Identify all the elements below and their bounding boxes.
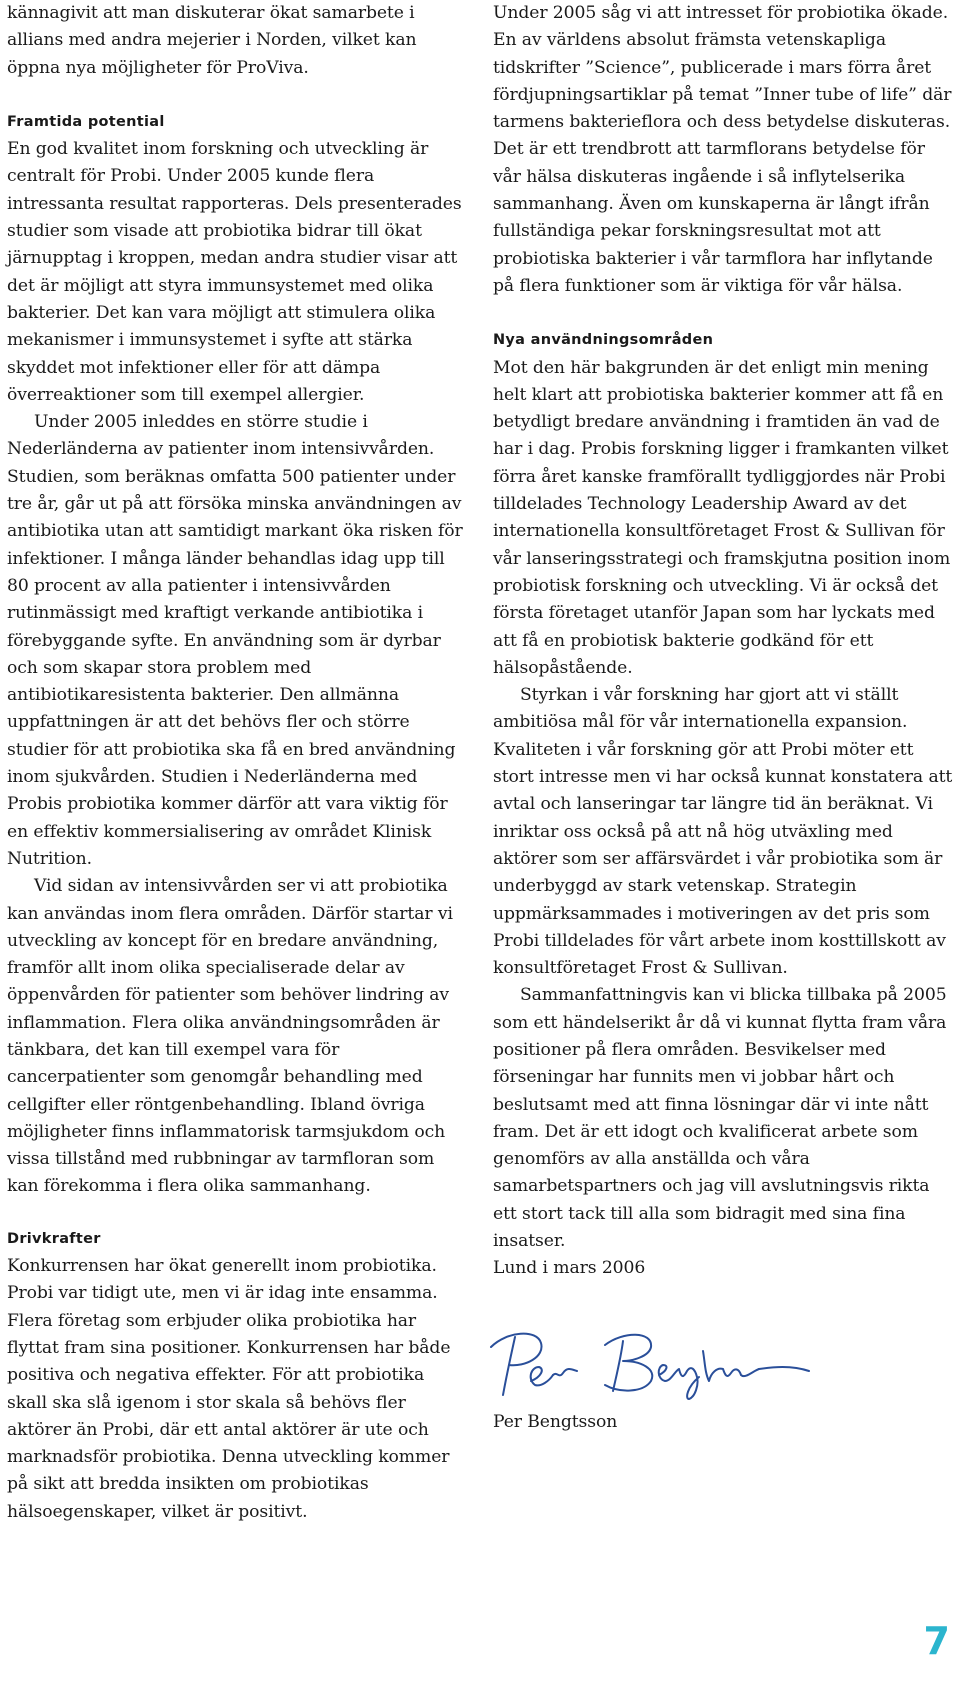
section-heading-drivkrafter: Drivkrafter bbox=[7, 1230, 101, 1247]
page-number: 7 bbox=[923, 1619, 950, 1663]
intro-paragraph: kännagivit att man diskuterar ökat samarbete i allians med andra mejerier i Norden, vilket kan öppna nya möjligheter för ProViva. bbox=[7, 3, 417, 78]
signer-name: Per Bengtsson bbox=[493, 1411, 618, 1432]
handwritten-signature bbox=[473, 1321, 813, 1405]
section-heading-nya-anvandningsomraden: Nya användningsområden bbox=[493, 332, 714, 349]
body-paragraph: Under 2005 inleddes en större studie i Nederländerna av patienter inom intensivvården. Studien, som beräknas omfatta 500 patienter under tre år, går ut på att försöka minska användningen av antibiotika utan att samtidigt markant öka risken för infektioner. I många länder behandlas idag upp till 80 procent av alla patienter i intensivvården rutinmässigt med kraftigt verkande antibiotika i förebyggande syfte. En användning som är dyrbar och som skapar stora problem med antibiotikaresistenta bakterier. Den allmänna uppfattningen är att det behövs fler och större studier för att probiotika ska få en bred användning inom sjukvården. Studien i Nederländerna med Probis probiotika kommer därför att vara viktig för en effektiv kommersialisering av området Klinisk Nutrition. bbox=[7, 412, 463, 869]
section-heading-framtida-potential: Framtida potential bbox=[7, 113, 165, 130]
right-column bbox=[493, 0, 955, 1436]
intro-paragraph: Under 2005 såg vi att intresset för probiotika ökade. En av världens absolut främsta vetenskapliga tidskrifter ”Science”, publicerade i mars förra året fördjupningsartiklar på temat ”Inner tube of life” där tarmens bakterieflora och dess betydelse diskuteras. Det är ett trendbrott att tarmflorans betydelse för vår hälsa diskuteras ingående i så inflytelserika sammanhang. Även om kunskaperna är långt ifrån fullständiga pekar forskningsresultat mot att probiotiska bakterier i vår tarmflora har inflytande på flera funktioner som är viktiga för vår hälsa. bbox=[493, 3, 952, 296]
body-paragraph: Konkurrensen har ökat generellt inom probiotika. Probi var tidigt ute, men vi är idag inte ensamma. Flera företag som erbjuder olika probiotika har flyttat fram sina positioner. Konkurrensen har både positiva och negativa effekter. För att probiotika skall ska slå igenom i stor skala så behövs fler aktörer än Probi, där ett antal aktörer är ute och marknadsför probiotika. Denna utveckling kommer på sikt att bredda insikten om probiotikas hälsoegenskaper, vilket är positivt. bbox=[7, 1256, 451, 1522]
left-column bbox=[7, 0, 469, 1526]
body-paragraph: Mot den här bakgrunden är det enligt min mening helt klart att probiotiska bakterier kommer att få en betydligt bredare användning i framtiden än vad de har i dag. Probis forskning ligger i framkanten vilket förra året kanske framförallt tydliggjordes när Probi tilldelades Technology Leadership Award av det internationella konsultföretaget Frost & Sullivan för vår lanseringsstrategi och framskjutna position inom probiotisk forskning och utveckling. Vi är också det första företaget utanför Japan som har lyckats med att få en probiotisk bakterie godkänd för ett hälsopåstående. bbox=[493, 357, 951, 678]
body-paragraph: Vid sidan av intensivvården ser vi att probiotika kan användas inom flera områden. Därför startar vi utveckling av koncept för en bredare användning, framför allt inom olika specialiserade delar av öppenvården för patienter som behöver lindring av inflammation. Flera olika användningsområden är tänkbara, det kan till exempel vara för cancerpatienter som genomgår behandling med cellgifter eller röntgenbehandling. Ibland övriga möjligheter finns inflammatorisk tarmsjukdom och vissa tillstånd med rubbningar av tarmfloran som kan förekomma i flera olika sammanhang. bbox=[7, 876, 453, 1197]
body-paragraph: Sammanfattningvis kan vi blicka tillbaka på 2005 som ett händelserikt år då vi kunnat flytta fram våra positioner på flera områden. Besvikelser med förseningar har funnits men vi jobbar hårt och beslutsamt med att finna lösningar där vi inte nått fram. Det är ett idogt och kvalificerat arbete som genomförs av alla anställda och våra samarbetspartners och jag vill avslutningsvis rikta ett stort tack till alla som bidragit med sina fina insatser. bbox=[493, 985, 947, 1252]
body-paragraph: Styrkan i vår forskning har gjort att vi ställt ambitiösa mål för vår internationella expansion. Kvaliteten i vår forskning gör att Probi möter ett stort intresse men vi har också kunnat konstatera att avtal och lanseringar tar längre tid än beräknat. Vi inriktar oss också på att nå hög utväxling med aktörer som ser affärsvärdet i vår probiotika som är underbyggd av stark vetenskap. Strategin uppmärksammades i motiveringen av det pris som Probi tilldelades för vårt arbete inom kosttillskott av konsultföretaget Frost & Sullivan. bbox=[493, 685, 953, 979]
body-paragraph: En god kvalitet inom forskning och utveckling är centralt för Probi. Under 2005 kunde flera intressanta resultat rapporteras. Dels presenterades studier som visade att probiotika bidrar till ökat järnupptag i kroppen, medan andra studier visar att det är möjligt att styra immunsystemet med olika bakterier. Det kan vara möjligt att stimulera olika mekanismer i immunsystemet i syfte att stärka skyddet mot infektioner eller för att dämpa överreaktioner som till exempel allergier. bbox=[7, 139, 462, 405]
place-date: Lund i mars 2006 bbox=[493, 1258, 646, 1279]
